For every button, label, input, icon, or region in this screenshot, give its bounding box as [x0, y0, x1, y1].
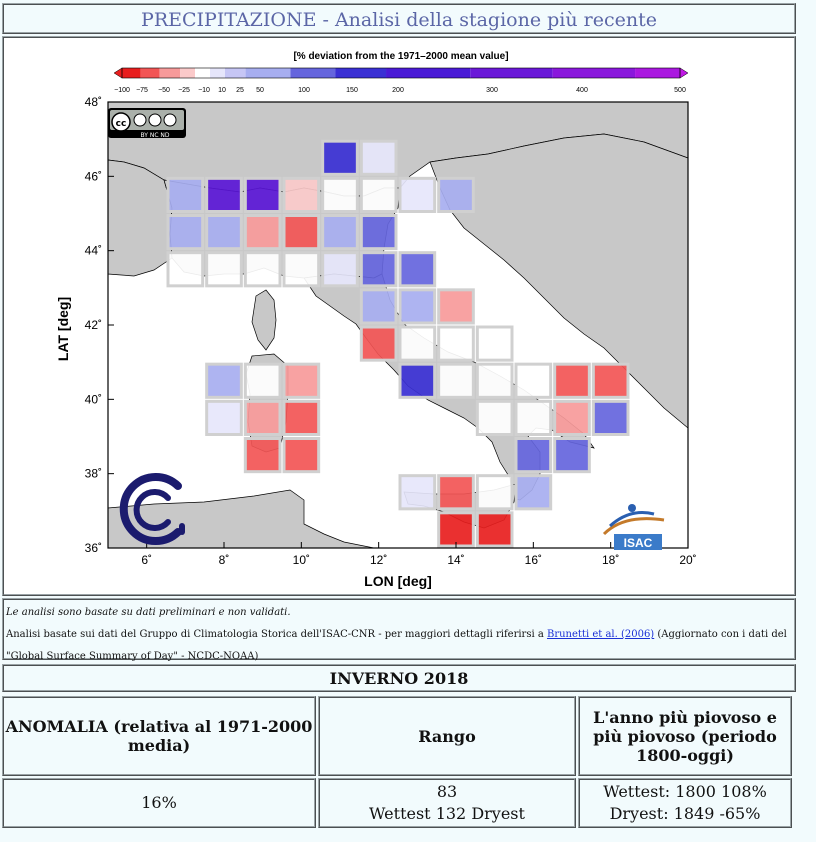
colorbar-segment — [335, 68, 386, 78]
anomaly-cell — [361, 216, 396, 249]
anomaly-cell — [516, 401, 551, 434]
colorbar-segment — [195, 68, 210, 78]
y-tick-label: 38˚ — [84, 466, 102, 481]
anomaly-cell — [245, 253, 280, 286]
source-update-text: (Aggiornato con i dati del "Global Surface Summary of Day" - NCDC-NOAA) — [6, 629, 787, 662]
colorbar-title: [% deviation from the 1971–2000 mean value] — [293, 51, 509, 62]
colorbar-tick-label: −100 — [114, 87, 130, 94]
rank-number: 83 — [436, 782, 458, 801]
rank-value — [318, 778, 576, 828]
colorbar-tick-label: −50 — [158, 87, 170, 94]
season-title: INVERNO 2018 — [2, 664, 796, 692]
anomaly-cell — [593, 401, 628, 434]
anomaly-cell — [361, 327, 396, 360]
colorbar-segment — [470, 68, 552, 78]
anomaly-cell — [361, 141, 396, 174]
precipitation-map — [2, 36, 796, 596]
anomaly-cell — [439, 178, 474, 211]
y-tick-label: 48˚ — [84, 95, 102, 109]
anomaly-cell — [245, 401, 280, 434]
anomaly-cell — [593, 364, 628, 397]
table-header-row — [2, 696, 792, 776]
nc-icon — [149, 114, 161, 126]
results-table — [0, 694, 794, 830]
colorbar-tick-label: 400 — [576, 87, 588, 94]
anomaly-cell — [439, 476, 474, 509]
y-tick-label: 42˚ — [84, 318, 102, 332]
x-tick-label: 16˚ — [524, 553, 543, 567]
dryest-value: Dryest: 1849 -65% — [609, 804, 761, 823]
anomaly-cell — [245, 178, 280, 211]
map-figure — [4, 38, 794, 594]
x-tick-label: 12˚ — [369, 553, 388, 567]
colorbar-max-arrow — [680, 68, 688, 78]
anomaly-cell — [439, 513, 474, 546]
anomaly-cell — [516, 476, 551, 509]
anomaly-cell — [439, 290, 474, 323]
colorbar-tick-label: 150 — [346, 87, 358, 94]
anomaly-cell — [207, 253, 242, 286]
isac-logo-text: ISAC — [623, 536, 653, 550]
anomaly-cell — [284, 253, 319, 286]
anomaly-cell — [245, 364, 280, 397]
anomaly-cell — [477, 476, 512, 509]
colorbar-segment — [386, 68, 470, 78]
anomaly-cell — [284, 216, 319, 249]
anomaly-cell — [207, 178, 242, 211]
wettest-value: Wettest: 1800 108% — [603, 782, 767, 801]
nd-icon — [164, 114, 176, 126]
page — [2, 2, 796, 830]
anomaly-cell — [284, 178, 319, 211]
anomaly-cell — [477, 513, 512, 546]
anomaly-cell — [284, 401, 319, 434]
anomaly-cell — [516, 364, 551, 397]
colorbar — [114, 68, 688, 78]
colorbar-segment — [210, 68, 225, 78]
anomaly-cell — [284, 364, 319, 397]
colorbar-segment — [141, 68, 160, 78]
anomaly-cell — [168, 178, 203, 211]
colorbar-segment — [159, 68, 180, 78]
source-text: Analisi basate sui dati del Gruppo di Climatologia Storica dell'ISAC-CNR - per maggiori dettagli riferirsi a — [6, 629, 547, 640]
colorbar-tick-label: 200 — [392, 87, 404, 94]
colorbar-min-arrow — [114, 68, 122, 78]
rank-detail: Wettest 132 Dryest — [369, 804, 525, 823]
colorbar-segment — [635, 68, 680, 78]
brunetti-link[interactable]: Brunetti et al. (2006) — [546, 629, 655, 640]
colorbar-tick-label: 300 — [486, 87, 498, 94]
cc-license-badge — [108, 108, 186, 139]
anomaly-cell — [400, 476, 435, 509]
anomaly-cell — [477, 364, 512, 397]
x-tick-label: 8˚ — [218, 553, 230, 567]
anomaly-cell — [400, 364, 435, 397]
colorbar-tick-label: −25 — [178, 87, 190, 94]
colorbar-segment — [553, 68, 635, 78]
y-tick-label: 46˚ — [84, 169, 102, 184]
anomaly-cell — [400, 290, 435, 323]
svg-text:cc: cc — [115, 119, 127, 129]
anomaly-value: 16% — [2, 778, 316, 828]
y-tick-label: 36˚ — [84, 541, 102, 555]
colorbar-tick-label: 100 — [298, 87, 310, 94]
anomaly-cell — [323, 178, 358, 211]
x-tick-label: 10˚ — [292, 553, 311, 567]
table-row — [2, 778, 792, 828]
anomaly-cell — [361, 253, 396, 286]
anomaly-cell — [207, 401, 242, 434]
y-tick-label: 40˚ — [84, 392, 102, 407]
anomaly-cell — [323, 141, 358, 174]
anomaly-cell — [477, 401, 512, 434]
colorbar-segment — [246, 68, 291, 78]
colorbar-tick-label: 10 — [218, 87, 226, 94]
colorbar-segment — [180, 68, 195, 78]
anomaly-cell — [400, 327, 435, 360]
disclaimer-text: Le analisi sono basate su dati preliminari e non validati. — [6, 607, 291, 618]
anomaly-cell — [555, 439, 590, 472]
anomaly-cell — [245, 439, 280, 472]
colorbar-tick-label: 50 — [256, 87, 264, 94]
anomaly-cell — [477, 327, 512, 360]
rank-header: Rango — [318, 696, 576, 776]
page-title: PRECIPITAZIONE - Analisi della stagione più recente — [2, 3, 796, 34]
colorbar-segment — [122, 68, 141, 78]
anomaly-cell — [323, 216, 358, 249]
by-icon — [134, 114, 146, 126]
colorbar-segment — [225, 68, 246, 78]
colorbar-tick-label: −75 — [136, 87, 148, 94]
anomaly-header: ANOMALIA (relativa al 1971-2000 media) — [2, 696, 316, 776]
colorbar-tick-label: 500 — [674, 87, 686, 94]
notes-panel — [2, 598, 796, 660]
y-axis-label: LAT [deg] — [55, 296, 71, 362]
anomaly-cell — [245, 216, 280, 249]
anomaly-cell — [284, 439, 319, 472]
anomaly-cell — [516, 439, 551, 472]
anomaly-cell — [168, 253, 203, 286]
x-tick-label: 20˚ — [679, 553, 697, 567]
anomaly-cell — [555, 364, 590, 397]
x-tick-label: 14˚ — [447, 553, 465, 567]
anomaly-cell — [323, 253, 358, 286]
anomaly-cell — [555, 401, 590, 434]
anomaly-cell — [439, 364, 474, 397]
colorbar-ticks — [114, 87, 686, 94]
y-tick-label: 44˚ — [84, 243, 102, 258]
x-tick-label: 18˚ — [601, 553, 620, 567]
anomaly-cell — [207, 364, 242, 397]
anomaly-cell — [361, 290, 396, 323]
license-text: BY NC ND — [140, 132, 170, 139]
anomaly-cell — [400, 253, 435, 286]
x-tick-label: 6˚ — [141, 553, 153, 567]
colorbar-tick-label: 25 — [236, 87, 244, 94]
x-axis-label: LON [deg] — [364, 573, 432, 589]
extremes-value — [578, 778, 792, 828]
colorbar-tick-label: −10 — [198, 87, 210, 94]
anomaly-cell — [361, 178, 396, 211]
anomaly-cell — [400, 178, 435, 211]
anomaly-cell — [207, 216, 242, 249]
wettest-header: L'anno più piovoso e più piovoso (periodo 1800-oggi) — [578, 696, 792, 776]
colorbar-segment — [291, 68, 336, 78]
anomaly-cell — [439, 327, 474, 360]
anomaly-cell — [168, 216, 203, 249]
